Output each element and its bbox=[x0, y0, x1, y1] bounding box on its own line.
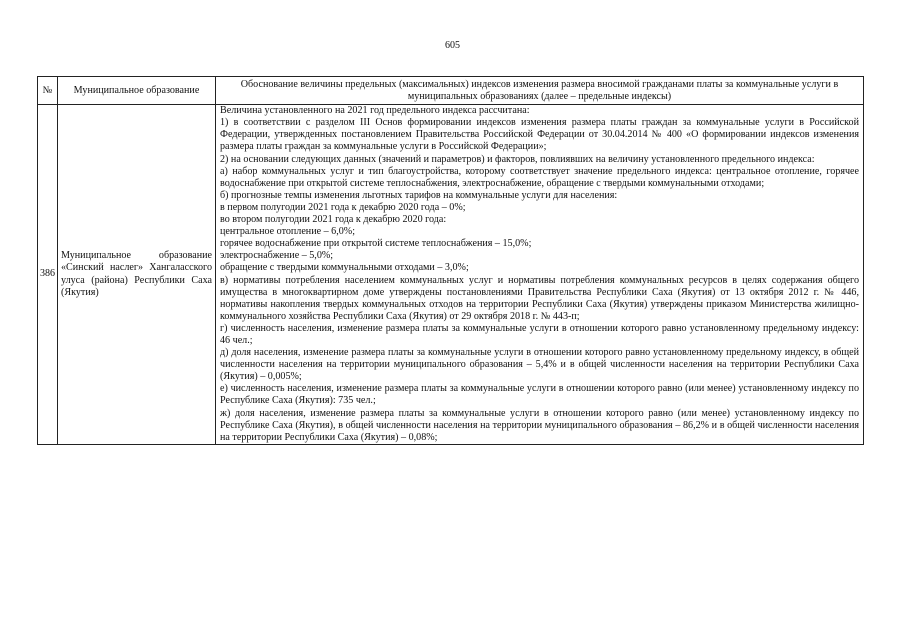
municipality-name: Муниципальное образование «Синский наслег» Хангаласского улуса (района) Республики Саха (Якутия) bbox=[58, 105, 216, 445]
paragraph: б) прогнозные темпы изменения льготных тарифов на коммунальные услуги для населения: bbox=[220, 189, 618, 201]
paragraph: е) численность населения, изменение размера платы за коммунальные услуги в отношении которого равно (или менее) установленному индексу по Республике Саха (Якутия): 735 чел.; bbox=[220, 383, 859, 407]
paragraph: а) набор коммунальных услуг и тип благоустройства, которому соответствует значение предельного индекса: центральное отопление, горячее водоснабжение при открытой системе теплоснабжения, электроснабжение, обращение с твердыми коммунальными отходами; bbox=[220, 165, 859, 189]
header-justification: Обоснование величины предельных (максимальных) индексов изменения размера вносимой гражданами платы за коммунальные услуги в муниципальных образованиях (далее – предельные индексы) bbox=[216, 77, 864, 105]
paragraph: в) нормативы потребления населением коммунальных услуг и нормативы потребления коммунальных ресурсов в целях содержания общего имущества в многоквартирном доме утверждены постановлениями Правительства Республики Саха (Якутия) от 13 октября 2012 г. № 446, нормативы накопления твердых коммунальных отходов на территории Республики Саха (Якутия) утверждены приказом Министерства жилищно-коммунального хозяйства Республики Саха (Якутия) от 29 октября 2018 г. № 443-п; bbox=[220, 274, 859, 322]
paragraph: во втором полугодии 2021 года к декабрю 2020 года: bbox=[220, 214, 447, 226]
paragraph: в первом полугодии 2021 года к декабрю 2020 года – 0%; bbox=[220, 201, 466, 213]
paragraph: обращение с твердыми коммунальными отходами – 3,0%; bbox=[220, 262, 469, 274]
paragraph: ж) доля населения, изменение размера платы за коммунальные услуги в отношении которого равно (или менее) установленному индексу по Республике Саха (Якутия), в общей численности населения на территории муниципального образования – 86,2% и в общей численности населения на территории Республики Саха (Якутия) – 0,08%; bbox=[220, 407, 859, 443]
paragraph: центральное отопление – 6,0%; bbox=[220, 226, 356, 238]
page-number: 605 bbox=[445, 40, 460, 51]
paragraph: электроснабжение – 5,0%; bbox=[220, 250, 334, 262]
paragraph: горячее водоснабжение при открытой системе теплоснабжения – 15,0%; bbox=[220, 238, 532, 250]
header-municipality: Муниципальное образование bbox=[58, 77, 216, 105]
paragraph: 2) на основании следующих данных (значений и параметров) и факторов, повлиявших на величину установленного предельного индекса: bbox=[220, 153, 815, 165]
paragraph: д) доля населения, изменение размера платы за коммунальные услуги в отношении которого равно установленному предельному индексу, в общей численности населения на территории муниципального образования – 5,4% и в общей численности населения на территории Республики Саха (Якутия) – 0,005%; bbox=[220, 347, 859, 383]
row-number: 386 bbox=[38, 105, 58, 445]
paragraph: Величина установленного на 2021 год предельного индекса рассчитана: bbox=[220, 105, 530, 117]
paragraph: г) численность населения, изменение размера платы за коммунальные услуги в отношении которого равно установленному предельному индексу: 46 чел.; bbox=[220, 322, 859, 346]
table-row bbox=[38, 105, 864, 445]
table-header-row bbox=[38, 77, 864, 105]
paragraph: 1) в соответствии с разделом III Основ формировании индексов изменения размера платы граждан за коммунальные услуги в Российской Федерации, утвержденных постановлением Правительства Российской Федерации от 30.04.2014 № 400 «О формировании индексов изменения размера платы граждан за коммунальные услуги в Российской Федерации»; bbox=[220, 117, 859, 153]
index-justification-table bbox=[37, 76, 864, 445]
header-num: № bbox=[38, 77, 58, 105]
justification-text bbox=[216, 105, 864, 445]
